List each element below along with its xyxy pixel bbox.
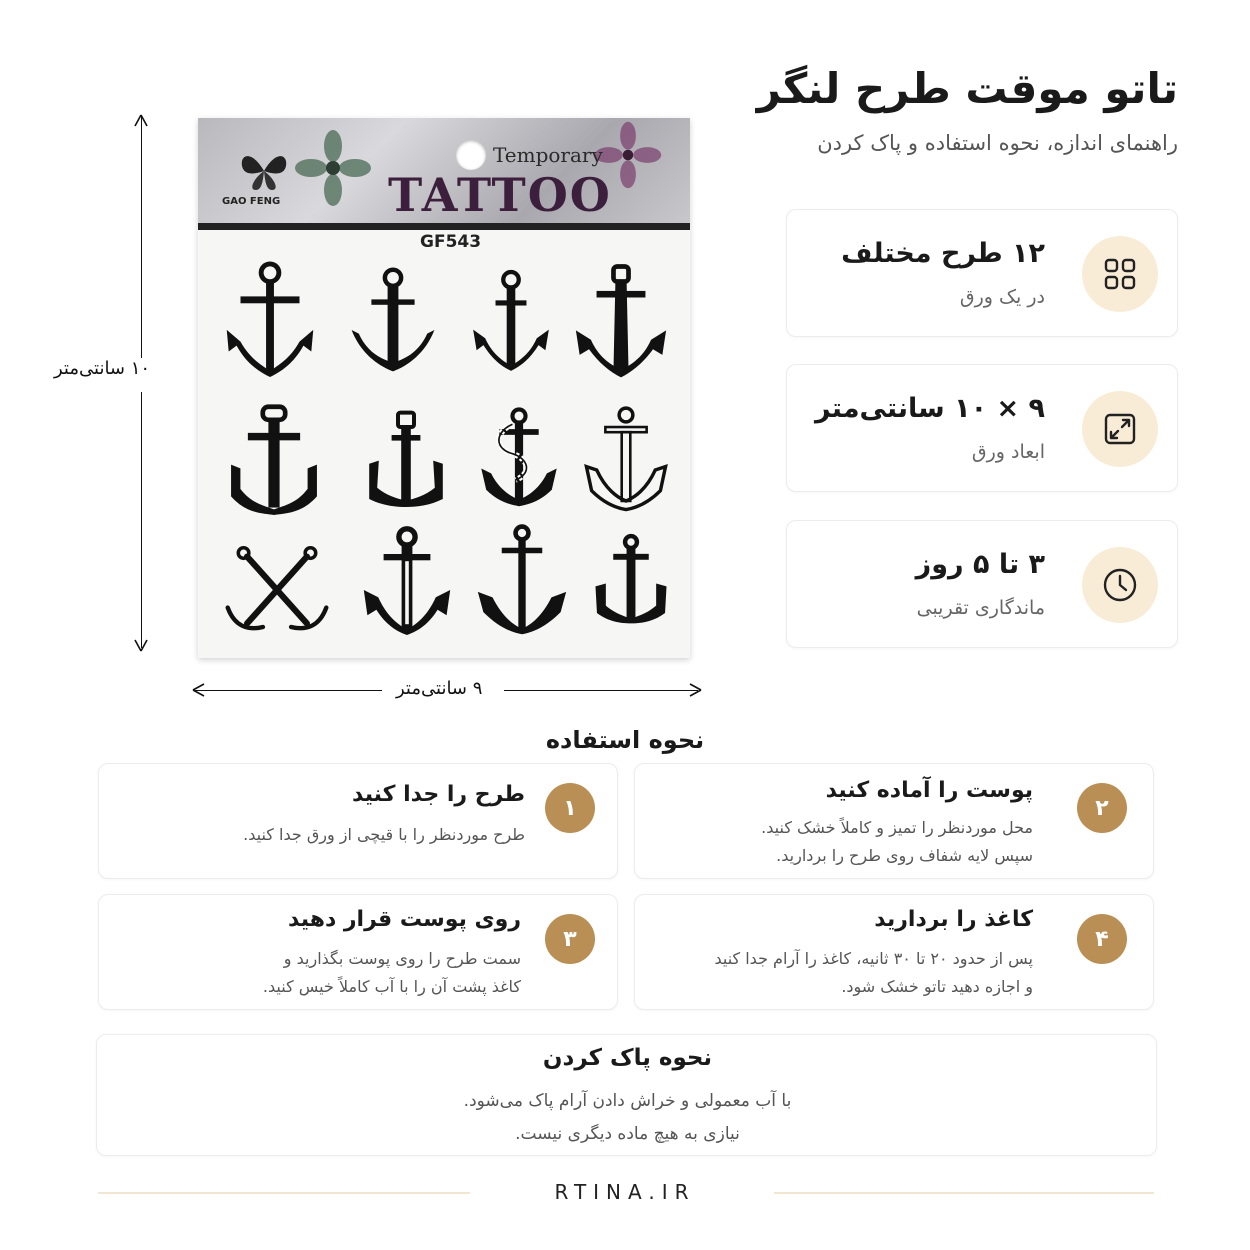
step-title: کاغذ را بردارید <box>874 907 1033 932</box>
sheet-banner <box>198 118 690 228</box>
anchor-tattoo-icon <box>348 263 438 379</box>
feature-title: ۱۲ طرح مختلف <box>841 238 1045 269</box>
feature-card-dimensions <box>786 364 1178 492</box>
removal-line: با آب معمولی و خراش دادن آرام پاک می‌شود. <box>463 1091 792 1111</box>
step-title: طرح را جدا کنید <box>351 782 525 807</box>
feature-subtitle: ماندگاری تقریبی <box>916 597 1045 619</box>
width-dimension-label: ۹ سانتی‌متر <box>396 678 483 699</box>
step-description-line: سمت طرح را روی پوست بگذارید و <box>283 949 521 968</box>
page-title: تاتو موقت طرح لنگر <box>756 64 1178 113</box>
feature-subtitle: ابعاد ورق <box>971 441 1045 463</box>
step-number-badge: ۳ <box>545 914 595 964</box>
feature-title: ۳ تا ۵ روز <box>915 549 1045 580</box>
usage-step-1 <box>98 763 618 879</box>
width-dimension-line <box>194 690 382 691</box>
anchor-tattoo-icon <box>594 526 668 632</box>
arrow-right-icon <box>686 683 702 697</box>
height-dimension-line <box>141 392 142 648</box>
anchor-tattoo-icon <box>478 398 560 516</box>
removal-title: نحوه پاک کردن <box>542 1045 713 1071</box>
step-description: طرح موردنظر را با قیچی از ورق جدا کنید. <box>243 825 525 844</box>
anchor-tattoo-icon <box>220 261 320 379</box>
anchor-tattoo-icon <box>362 523 452 639</box>
resize-icon <box>1082 391 1158 467</box>
clock-icon <box>1082 547 1158 623</box>
butterfly-logo-icon <box>238 148 290 194</box>
flower-decoration <box>293 128 373 208</box>
usage-heading: نحوه استفاده <box>545 726 705 754</box>
product-sheet-image <box>198 118 690 658</box>
usage-step-4 <box>634 894 1154 1010</box>
anchor-tattoo-icon <box>366 403 446 515</box>
product-code: GF543 <box>420 232 482 252</box>
anchor-tattoo-icon <box>574 263 668 379</box>
banner-stripe <box>198 223 690 230</box>
step-description-line: سپس لایه شفاف روی طرح را بردارید. <box>776 846 1033 865</box>
step-title: روی پوست قرار دهید <box>288 907 521 932</box>
height-dimension-line <box>141 116 142 360</box>
step-description-line: و اجازه دهید تاتو خشک شود. <box>841 977 1033 996</box>
anchor-tattoo-icon <box>583 401 669 515</box>
footer-divider <box>774 1192 1154 1194</box>
brand-tattoo-text: TATTOO <box>388 168 612 222</box>
step-description-line: پس از حدود ۲۰ تا ۳۰ ثانیه، کاغذ را آرام جدا کنید <box>714 949 1033 968</box>
step-description-line: کاغذ پشت آن را با آب کاملاً خیس کنید. <box>262 977 521 996</box>
step-number-badge: ۱ <box>545 783 595 833</box>
anchor-tattoo-icon <box>476 523 568 635</box>
removal-card <box>96 1034 1157 1156</box>
hang-hole <box>456 140 486 170</box>
page-subtitle: راهنمای اندازه، نحوه استفاده و پاک کردن <box>817 131 1178 155</box>
brand-logo-text: GAO FENG <box>222 196 281 207</box>
removal-line: نیازی به هیچ ماده دیگری نیست. <box>515 1124 740 1144</box>
brand-temporary-text: Temporary <box>493 143 603 167</box>
feature-card-duration <box>786 520 1178 648</box>
arrow-down-icon <box>134 636 148 652</box>
step-number-badge: ۴ <box>1077 914 1127 964</box>
usage-step-2 <box>634 763 1154 879</box>
step-title: پوست را آماده کنید <box>825 778 1033 803</box>
width-dimension-line <box>504 690 698 691</box>
step-description-line: محل موردنظر را تمیز و کاملاً خشک کنید. <box>761 818 1033 837</box>
usage-step-3 <box>98 894 618 1010</box>
feature-title: ۹ × ۱۰ سانتی‌متر <box>815 393 1045 424</box>
grid-icon <box>1082 236 1158 312</box>
step-number-badge: ۲ <box>1077 783 1127 833</box>
height-dimension-label: ۱۰ سانتی‌متر <box>54 358 151 379</box>
footer-brand: RTINA.IR <box>554 1180 696 1204</box>
anchor-tattoo-icon <box>224 403 324 515</box>
anchor-tattoo-icon <box>224 546 330 634</box>
feature-subtitle: در یک ورق <box>959 286 1045 308</box>
anchor-tattoo-icon <box>468 263 554 379</box>
feature-card-designs <box>786 209 1178 337</box>
